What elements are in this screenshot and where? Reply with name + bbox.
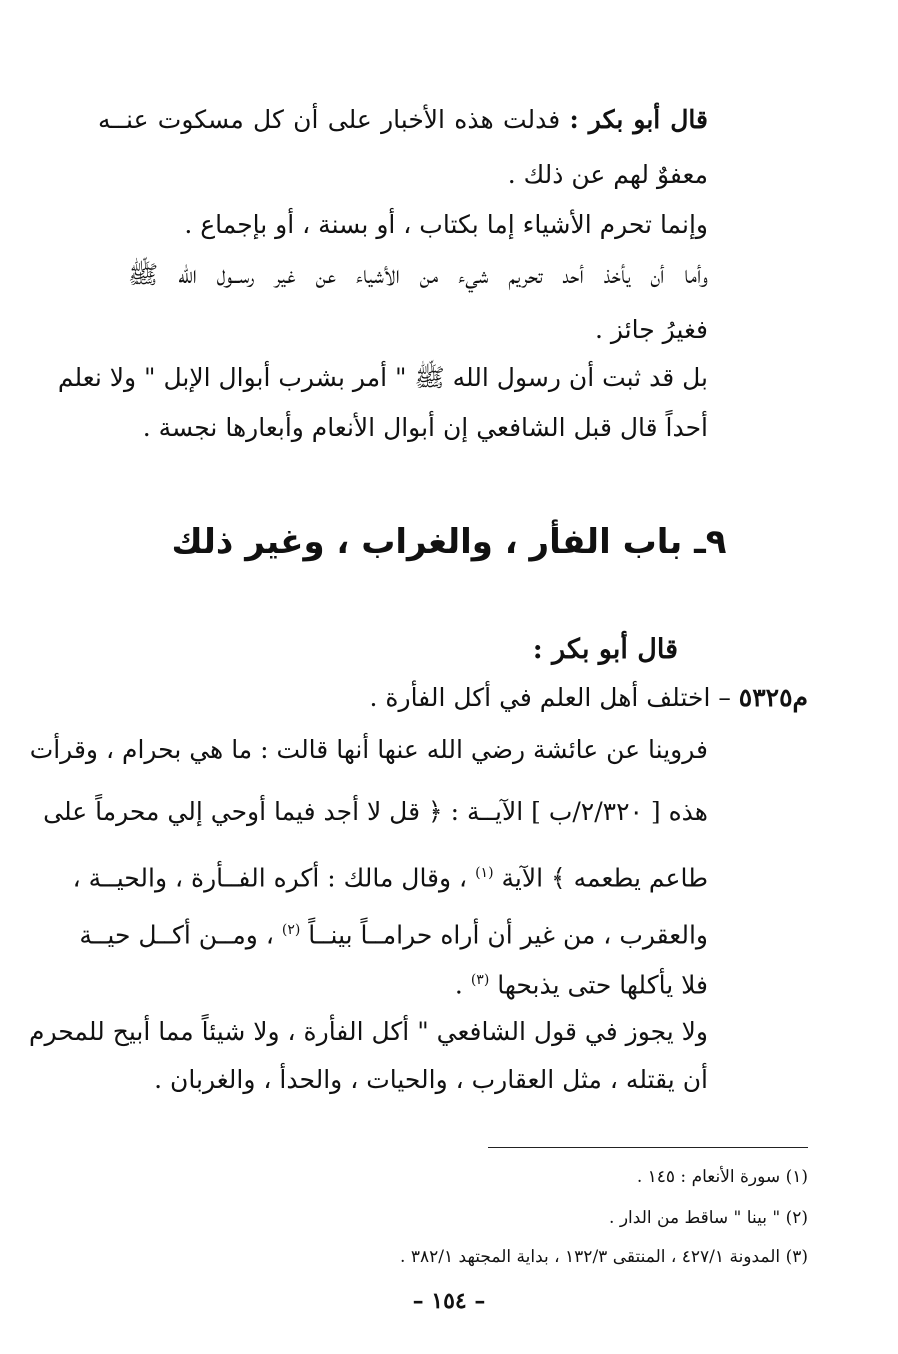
footnote-mark: (٣) [785, 1247, 808, 1267]
body-text: ، ومــن أكــل حيــة [79, 920, 274, 950]
footnote [609, 1206, 808, 1230]
body-line: ولا يجوز في قول الشافعي " أكل الفأرة ، ولا شيئاً مما أبيح للمحرم [28, 1017, 708, 1046]
footnote-mark: (١) [785, 1167, 808, 1187]
body-line: بل قد ثبت أن رسول الله ﷺ " أمر بشرب أبوال الإبل " ولا نعلم [57, 363, 708, 392]
body-text: . [454, 970, 463, 1000]
speaker-label: قال أبو بكر : [569, 105, 708, 134]
body-line: فروينا عن عائشة رضي الله عنها أنها قالت : ما هي بحرام ، وقرأت [29, 735, 708, 764]
footnote-text: " بينا " ساقط من الدار . [609, 1208, 781, 1228]
body-line: وإنما تحرم الأشياء إما بكتاب ، أو بسنة ، أو بإجماع . [184, 210, 708, 239]
footnote-ref[interactable]: (٣) [470, 972, 490, 988]
body-text: طاعم يطعمه ﴾ الآية [501, 863, 708, 893]
body-line: معفوٌ لهم عن ذلك . [507, 160, 708, 189]
chapter-heading: ٩ـ باب الفأر ، والغراب ، وغير ذلك [171, 522, 727, 562]
body-line: فغيرُ جائز . [594, 315, 708, 344]
footnote-mark: (٢) [785, 1208, 808, 1228]
footnote [637, 1165, 808, 1189]
body-line [98, 960, 708, 1005]
footnote-ref[interactable]: (٢) [281, 922, 301, 938]
body-line [88, 678, 808, 718]
body-text: فلا يأكلها حتى يذبحها [497, 970, 708, 1000]
page-number: – ١٥٤ – [412, 1288, 486, 1314]
body-line [72, 853, 708, 898]
body-line [98, 100, 708, 140]
body-line: هذه [ ٢/٣٢٠/ب ] الآيــة : ﴿ قل لا أجد فيما أوحي إلي محرماً على [43, 797, 708, 826]
body-text: والعقرب ، من غير أن أراه حرامــاً بينــاً [308, 920, 708, 950]
footnote-text: سورة الأنعام : ١٤٥ . [636, 1167, 781, 1187]
body-text: فدلت هذه الأخبار على أن كل مسكوت عنــه [98, 105, 561, 134]
body-text: – اختلف أهل العلم في أكل الفأرة . [369, 683, 731, 712]
body-line: أحداً قال قبل الشافعي إن أبوال الأنعام وأبعارها نجسة . [142, 413, 708, 442]
body-line: أن يقتله ، مثل العقارب ، والحيات ، والحدأ ، والغربان . [154, 1065, 708, 1094]
body-line [79, 910, 708, 955]
footnote [400, 1245, 808, 1269]
body-line: وأما أن يأخذ أحد تحريم شيء من الأشياء عن غير رســول الله ﷺ [128, 260, 708, 289]
speaker-label: قال أبو بكر : [532, 634, 678, 665]
entry-number: م٥٣٢٥ [738, 683, 808, 712]
footnote-separator [488, 1147, 808, 1148]
footnote-text: المدونة ٤٢٧/١ ، المنتقى ١٣٢/٣ ، بداية المجتهد ٣٨٢/١ . [400, 1247, 781, 1267]
body-text: ، وقال مالك : أكره الفــأرة ، والحيــة ، [72, 863, 468, 893]
footnote-ref[interactable]: (١) [475, 865, 494, 881]
